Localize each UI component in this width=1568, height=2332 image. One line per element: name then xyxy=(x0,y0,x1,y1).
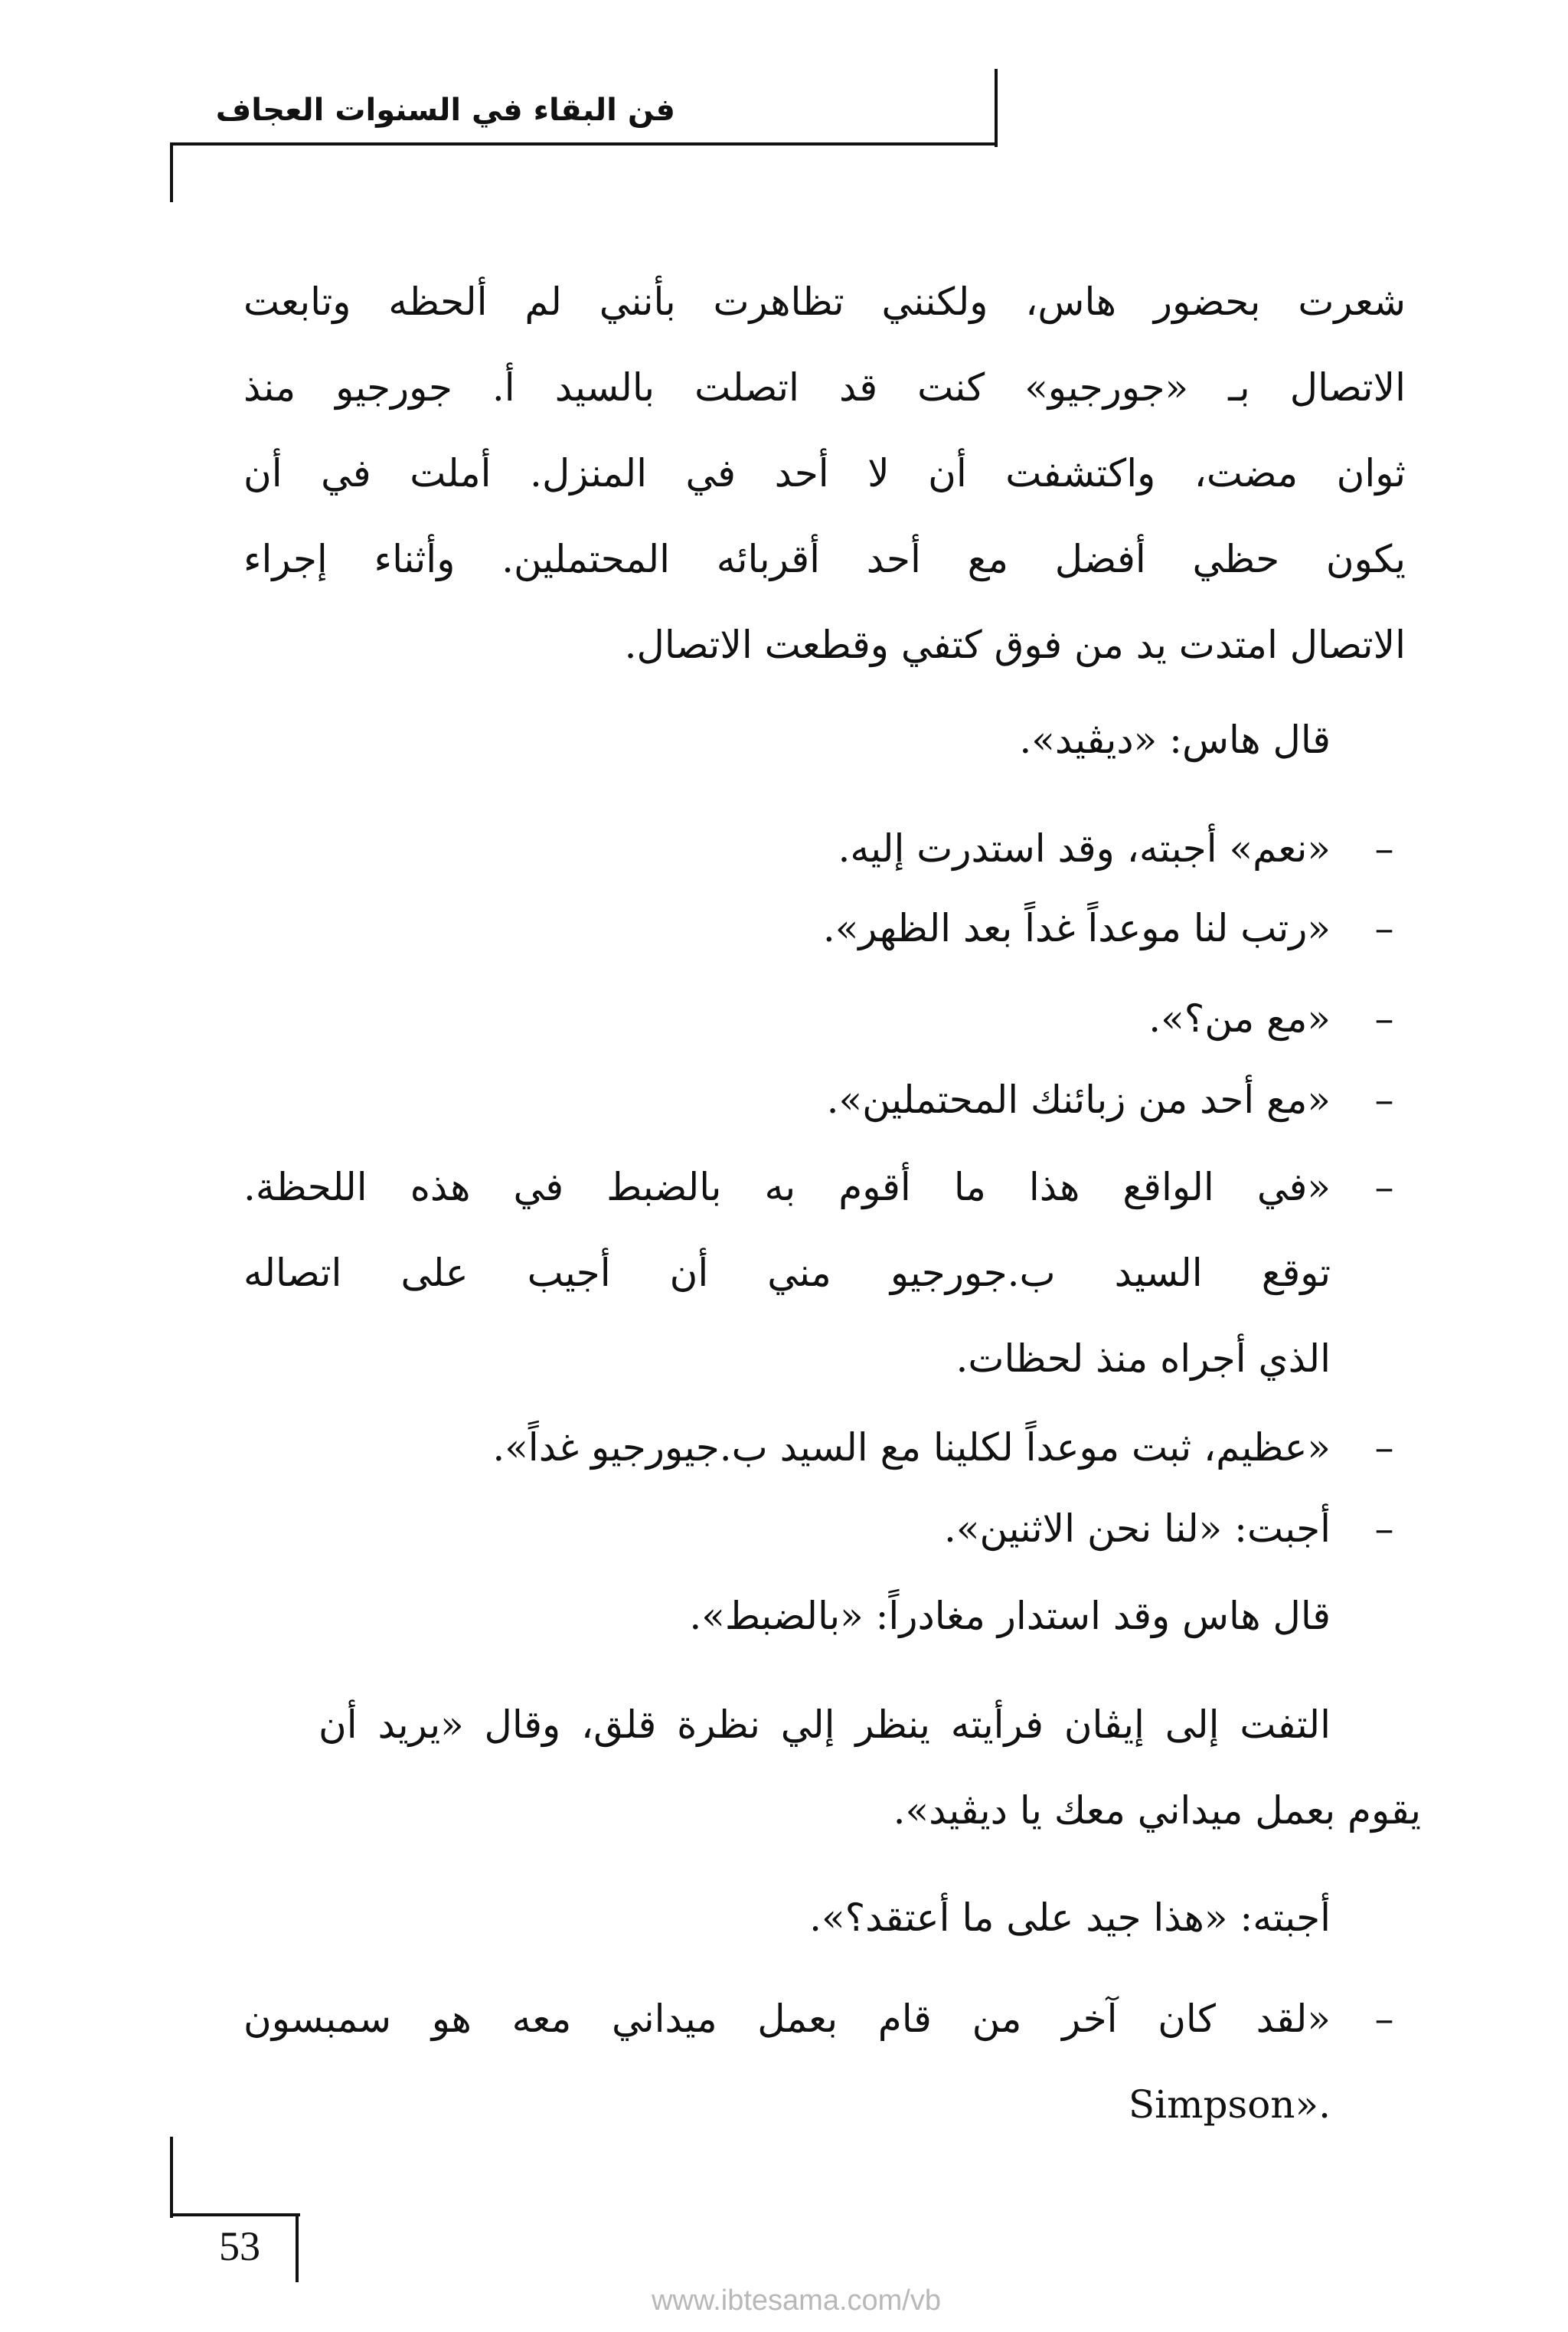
footer-frame-right-rule xyxy=(296,2213,299,2282)
dialogue-item xyxy=(243,1144,1394,1401)
header-frame-bottom-rule xyxy=(170,142,998,146)
header-frame-right-rule xyxy=(995,69,998,147)
dialogue-item xyxy=(838,806,1394,891)
dialogue-dash: – xyxy=(1374,826,1394,871)
dialogue-dash: – xyxy=(1374,1425,1394,1470)
narration-line: قال هاس: «ديڤيد». xyxy=(1019,718,1331,762)
dialogue-line: «مع من؟». xyxy=(1148,996,1331,1041)
dialogue-item xyxy=(243,1976,1394,2147)
dialogue-item xyxy=(1148,976,1394,1061)
dialogue-item xyxy=(492,1405,1394,1490)
dialogue-line: توقع السيد ب.جورجيو مني أن أجيب على اتصاله xyxy=(243,1251,1331,1295)
narration-line: قال هاس وقد استدار مغادراً: «بالضبط». xyxy=(689,1594,1331,1638)
dialogue-line: «رتب لنا موعداً غداً بعد الظهر». xyxy=(822,906,1331,950)
paragraph-line: شعرت بحضور هاس، ولكنني تظاهرت بأنني لم ألحظه وتابعت xyxy=(243,280,1406,324)
dialogue-item xyxy=(822,885,1394,971)
paragraph-1 xyxy=(243,259,1406,688)
dialogue-dash: – xyxy=(1374,996,1394,1041)
dialogue-line: أجبت: «لنا نحن الاثنين». xyxy=(944,1506,1331,1551)
paragraph-line: الاتصال امتدت يد من فوق كتفي وقطعت الاتصال. xyxy=(624,623,1406,667)
page-number: 53 xyxy=(219,2223,260,2269)
paragraph-line: التفت إلى إيڤان فرأيته ينظر إلي نظرة قلق، وقال «يريد أن xyxy=(318,1702,1331,1747)
dialogue-line: «لقد كان آخر من قام بعمل ميداني معه هو سمبسون xyxy=(243,1997,1331,2041)
dialogue-item xyxy=(944,1486,1394,1572)
running-header-title: فن البقاء في السنوات العجاف xyxy=(215,93,675,128)
dialogue-line: «مع أحد من زبائنك المحتملين». xyxy=(826,1078,1331,1122)
footer-frame-left-rule xyxy=(170,2137,173,2218)
dialogue-line: «في الواقع هذا ما أقوم به بالضبط في هذه اللحظة. xyxy=(243,1165,1331,1209)
dialogue-line: الذي أجراه منذ لحظات. xyxy=(956,1336,1331,1381)
dialogue-dash: – xyxy=(1374,1165,1394,1209)
paragraph-2 xyxy=(318,1682,1421,1853)
dialogue-dash: – xyxy=(1374,1997,1394,2041)
dialogue-dash: – xyxy=(1374,1506,1394,1551)
paragraph-line: ثوان مضت، واكتشفت أن لا أحد في المنزل. أملت في أن xyxy=(243,451,1406,496)
dialogue-line: «نعم» أجبته، وقد استدرت إليه. xyxy=(838,826,1331,871)
dialogue-line: «عظيم، ثبت موعداً لكلينا مع السيد ب.جيورجيو غداً». xyxy=(492,1425,1331,1470)
paragraph-line: الاتصال بـ «جورجيو» كنت قد اتصلت بالسيد أ. جورجيو منذ xyxy=(243,365,1406,410)
dialogue-dash: – xyxy=(1374,1078,1394,1122)
narration-line: أجبته: «هذا جيد على ما أعتقد؟». xyxy=(809,1895,1331,1940)
dialogue-dash: – xyxy=(1374,906,1394,950)
watermark-url[interactable]: www.ibtesama.com/vb xyxy=(651,2285,941,2317)
dialogue-item xyxy=(826,1057,1394,1143)
footer-frame-top-rule xyxy=(170,2213,300,2216)
paragraph-line: يقوم بعمل ميداني معك يا ديڤيد». xyxy=(893,1788,1421,1833)
header-frame-left-rule xyxy=(170,142,173,202)
dialogue-line: .«Simpson xyxy=(1128,2082,1331,2127)
paragraph-line: يكون حظي أفضل مع أحد أقربائه المحتملين. وأثناء إجراء xyxy=(243,537,1406,581)
